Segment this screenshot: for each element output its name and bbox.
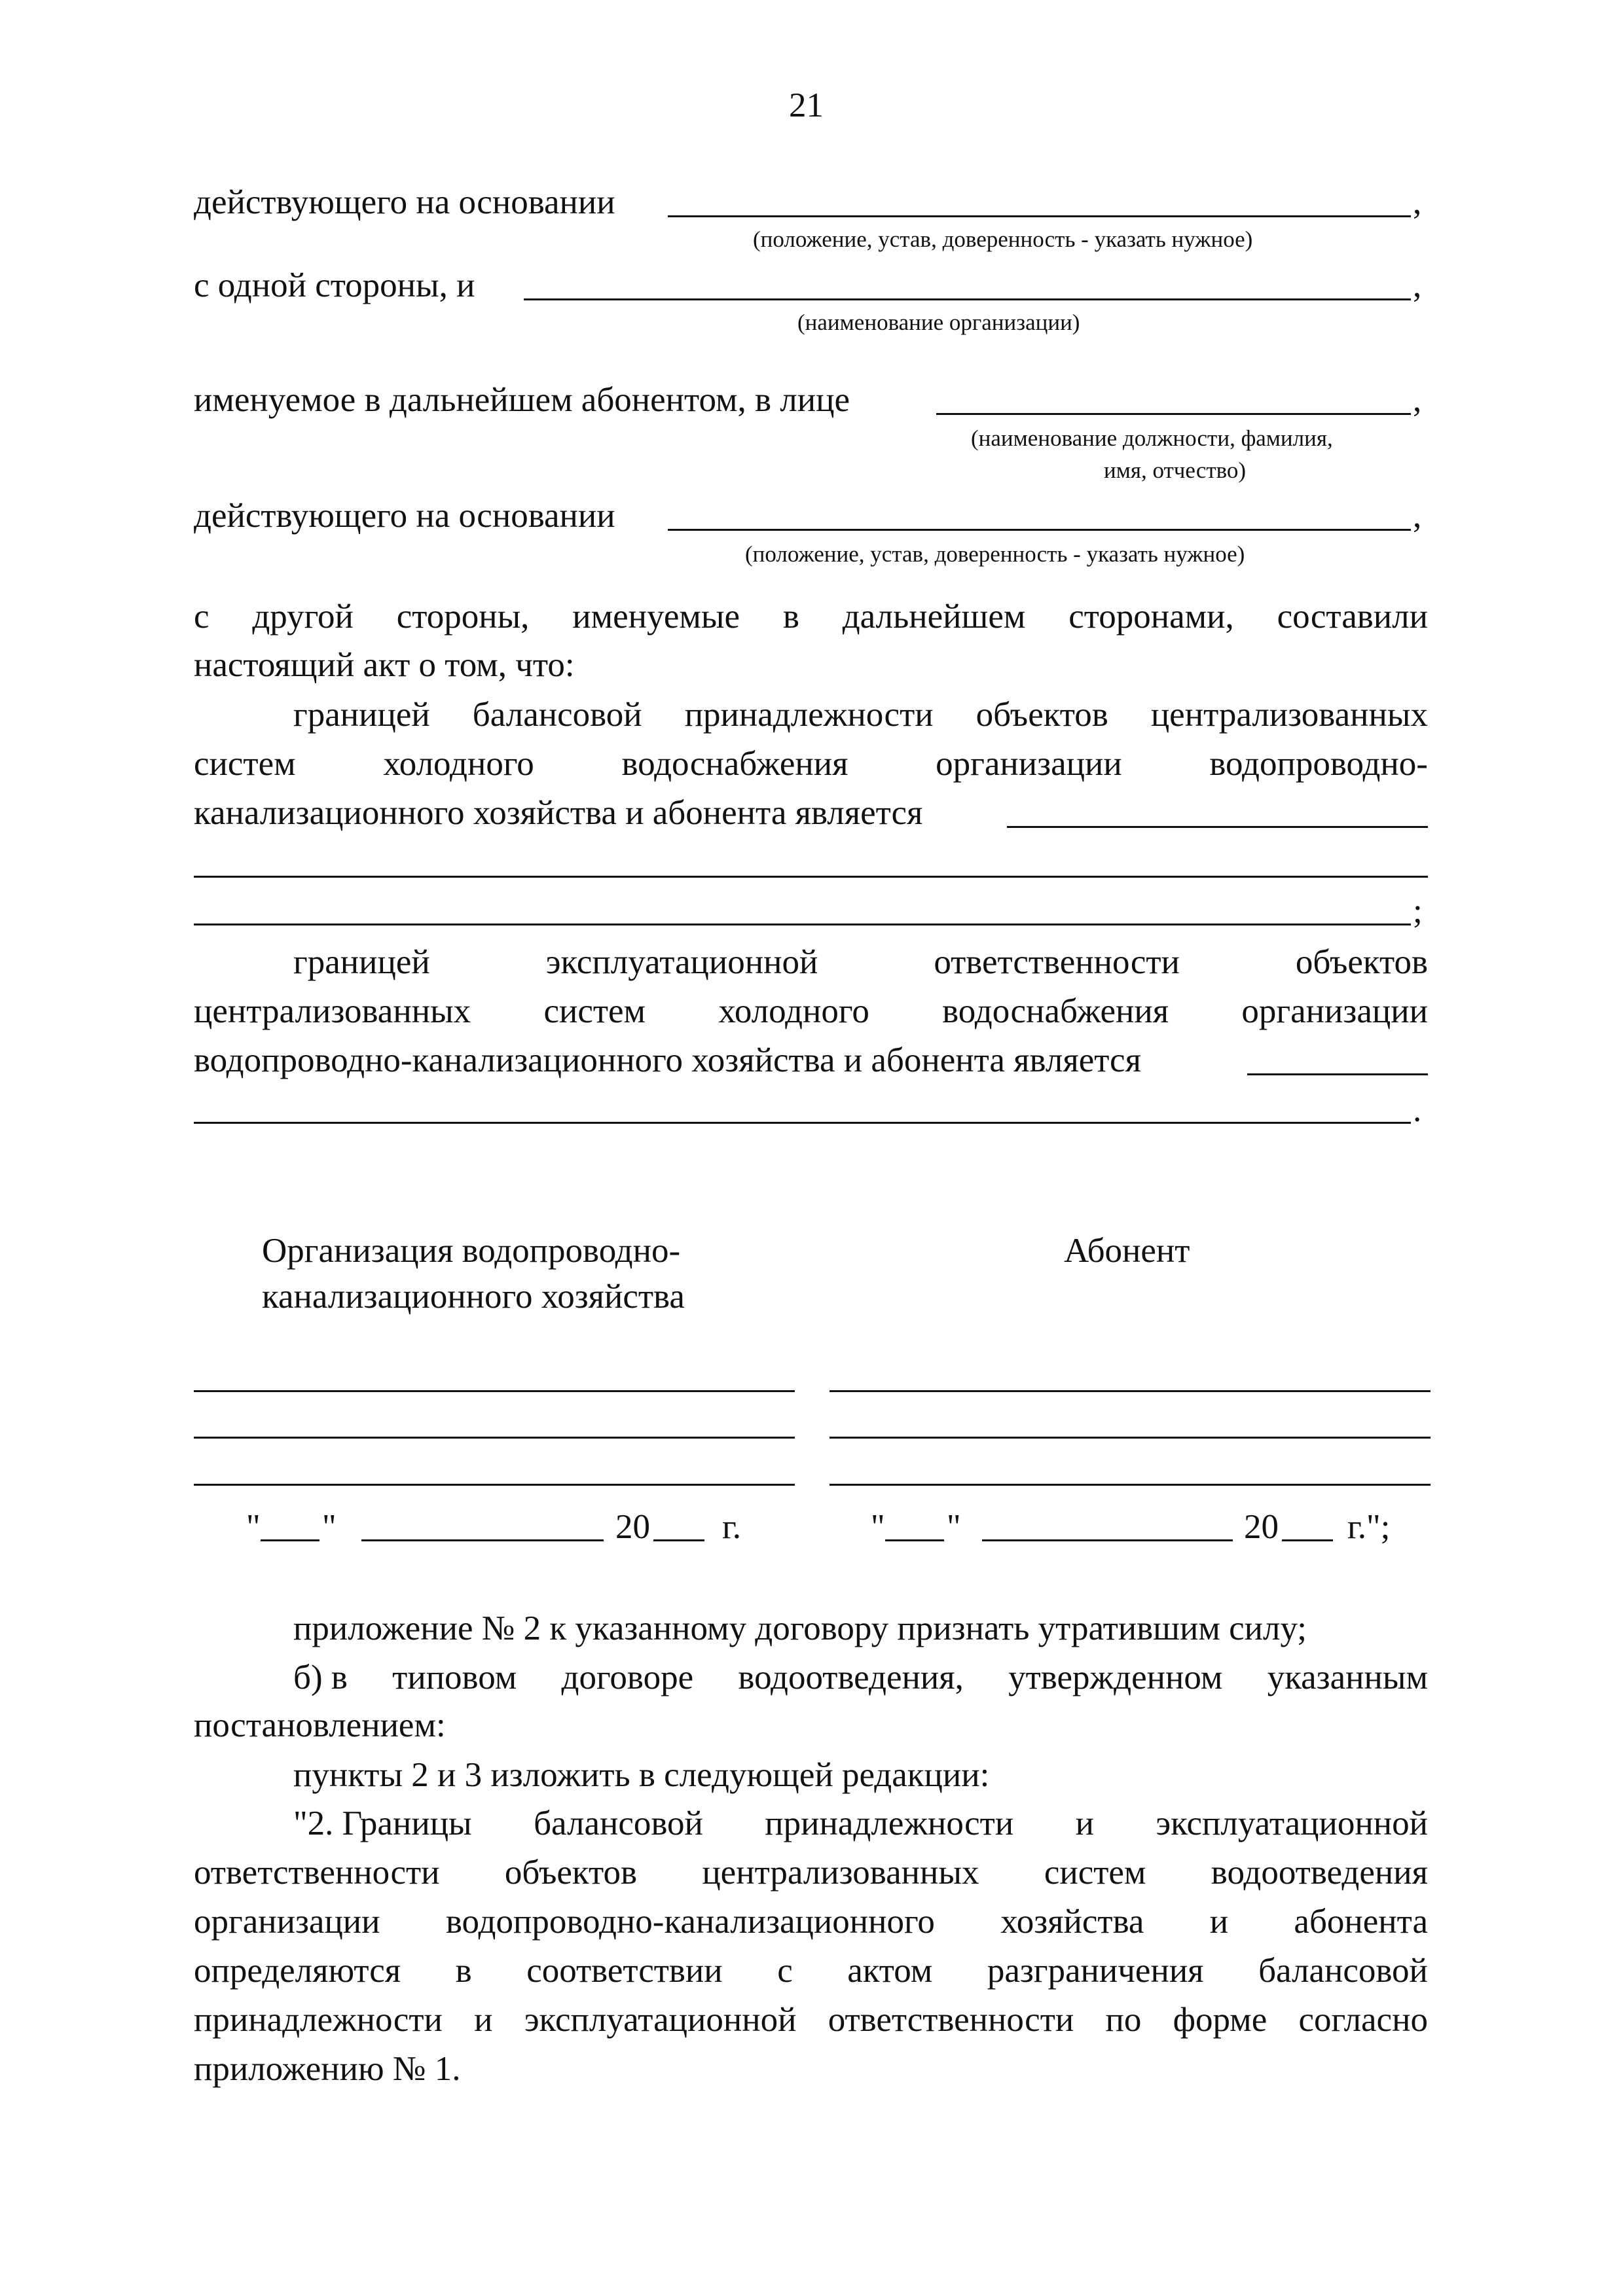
- date-close-quote: ": [947, 1508, 961, 1546]
- representative-blank: [936, 413, 1411, 415]
- org-title-line-1: Организация водопроводно-: [262, 1232, 681, 1270]
- page-number: 21: [789, 86, 824, 124]
- acting-basis-label: действующего на основании: [194, 183, 615, 221]
- caption-position-2: имя, отчество): [1104, 457, 1247, 483]
- acting-basis-blank: [668, 215, 1411, 217]
- operational-line-3: водопроводно-канализационного хозяйства и абонента является: [194, 1041, 1141, 1079]
- caption-organization: (наименование организации): [797, 310, 1080, 335]
- clause-2-line-5: принадлежности и эксплуатационной ответственности по форме согласно: [194, 2001, 1428, 2039]
- operational-blank-1: [1247, 1073, 1428, 1075]
- date-close-quote: ": [322, 1508, 337, 1546]
- other-side-line-1: с другой стороны, именуемые в дальнейшем сторонами, составили: [194, 598, 1428, 636]
- organization-blank: [524, 298, 1411, 300]
- subscriber-signature-line-3: [830, 1484, 1431, 1486]
- subscriber-title: Абонент: [1064, 1232, 1190, 1270]
- acting-basis-label-2: действующего на основании: [194, 497, 615, 535]
- semicolon: ;: [1413, 892, 1423, 930]
- balance-blank-1: [1007, 826, 1428, 828]
- date-year-blank: [653, 1539, 704, 1541]
- acting-basis-blank-2: [668, 529, 1411, 531]
- date-open-quote: ": [246, 1508, 261, 1546]
- date-open-quote: ": [871, 1508, 885, 1546]
- annex-2-invalid: приложение № 2 к указанному договору признать утратившим силу;: [293, 1609, 1307, 1647]
- subscriber-signature-line-1: [830, 1390, 1431, 1392]
- comma: ,: [1413, 381, 1422, 419]
- operational-line-1: границей эксплуатационной ответственности объектов: [293, 943, 1428, 981]
- clause-2-line-2: ответственности объектов централизованных систем водоотведения: [194, 1854, 1428, 1892]
- date-day-blank: [885, 1539, 944, 1541]
- caption-basis-2: (положение, устав, доверенность - указать нужное): [745, 541, 1245, 567]
- subclause-b-line-1: б) в типовом договоре водоотведения, утвержденном указанным: [293, 1659, 1428, 1696]
- date-year-prefix: 20: [1244, 1508, 1279, 1546]
- subscriber-signature-line-2: [830, 1437, 1431, 1439]
- one-side-label: с одной стороны, и: [194, 266, 475, 304]
- balance-blank-3: [194, 924, 1411, 925]
- org-signature-line-3: [194, 1484, 795, 1486]
- period: .: [1413, 1091, 1422, 1129]
- operational-line-2: централизованных систем холодного водоснабжения организации: [194, 992, 1428, 1030]
- org-title-line-2: канализационного хозяйства: [262, 1278, 685, 1316]
- clause-2-line-1: "2. Границы балансовой принадлежности и эксплуатационной: [293, 1804, 1428, 1842]
- date-year-blank: [1282, 1539, 1333, 1541]
- clause-2-line-6: приложению № 1.: [194, 2050, 461, 2088]
- org-signature-line-1: [194, 1390, 795, 1392]
- named-subscriber-label: именуемое в дальнейшем абонентом, в лице: [194, 381, 850, 419]
- date-day-blank: [261, 1539, 319, 1541]
- comma: ,: [1413, 183, 1422, 221]
- caption-position-1: (наименование должности, фамилия,: [971, 425, 1333, 451]
- points-2-3: пункты 2 и 3 изложить в следующей редакции:: [293, 1756, 990, 1794]
- caption-basis: (положение, устав, доверенность - указать нужное): [753, 226, 1253, 252]
- balance-line-2: систем холодного водоснабжения организации водопроводно-: [194, 745, 1428, 783]
- comma: ,: [1413, 497, 1422, 535]
- other-side-line-2: настоящий акт о том, что:: [194, 646, 575, 684]
- org-signature-line-2: [194, 1437, 795, 1439]
- comma: ,: [1413, 266, 1422, 304]
- date-year-suffix: г.";: [1347, 1508, 1391, 1546]
- subclause-b-line-2: постановлением:: [194, 1706, 446, 1744]
- operational-blank-2: [194, 1122, 1411, 1124]
- balance-blank-2: [194, 876, 1428, 878]
- date-year-prefix: 20: [615, 1508, 650, 1546]
- balance-line-1: границей балансовой принадлежности объектов централизованных: [293, 696, 1428, 734]
- clause-2-line-3: организации водопроводно-канализационного хозяйства и абонента: [194, 1903, 1428, 1941]
- balance-line-3: канализационного хозяйства и абонента является: [194, 794, 923, 832]
- date-month-blank: [361, 1539, 604, 1541]
- date-month-blank: [982, 1539, 1233, 1541]
- date-year-suffix: г.: [722, 1508, 742, 1546]
- clause-2-line-4: определяются в соответствии с актом разграничения балансовой: [194, 1952, 1428, 1990]
